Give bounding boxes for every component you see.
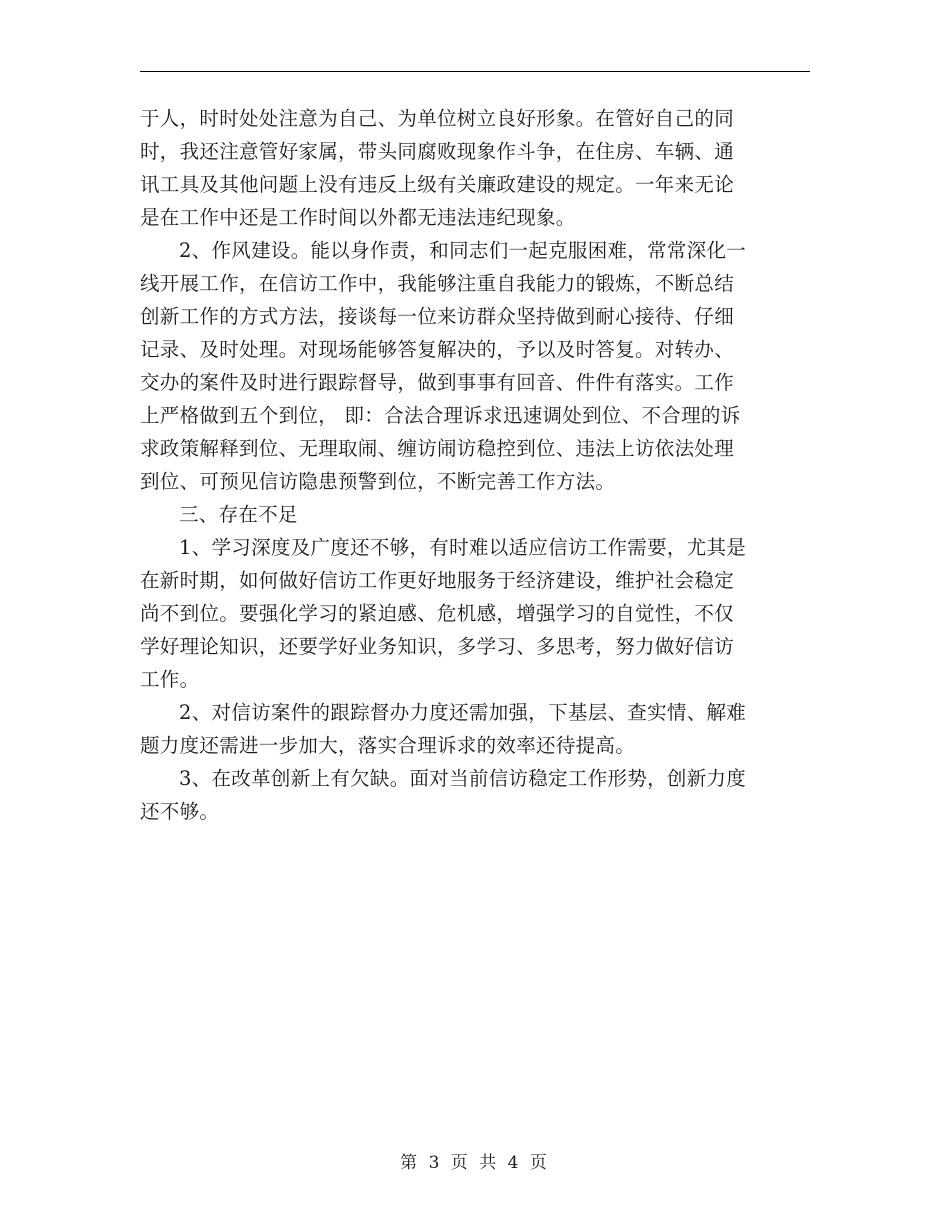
paragraph-shortcoming-2: [140, 696, 810, 762]
text-line: 还不够。: [140, 800, 220, 823]
text-line: 时，我还注意管好家属，带头同腐败现象作斗争，在住房、车辆、通: [140, 140, 735, 163]
paragraph-work-style: [140, 234, 810, 498]
text-line: 2、对信访案件的跟踪督办力度还需加强，下基层、查实情、解难: [179, 701, 747, 724]
section-heading-shortcomings: [140, 498, 810, 531]
text-line: 学好理论知识，还要学好业务知识，多学习、多思考，努力做好信访: [140, 635, 735, 658]
text-line: 三、存在不足: [179, 503, 298, 526]
text-line: 上严格做到五个到位， 即：合法合理诉求迅速调处到位、不合理的诉: [140, 404, 741, 427]
text-line: 在新时期，如何做好信访工作更好地服务于经济建设，维护社会稳定: [140, 569, 735, 592]
text-line: 讯工具及其他问题上没有违反上级有关廉政建设的规定。一年来无论: [140, 173, 735, 196]
text-line: 交办的案件及时进行跟踪督导，做到事事有回音、件件有落实。工作: [140, 371, 735, 394]
document-body: [140, 102, 810, 828]
text-line: 1、学习深度及广度还不够，有时难以适应信访工作需要，尤其是: [179, 536, 747, 559]
text-line: 线开展工作，在信访工作中，我能够注重自我能力的锻炼，不断总结: [140, 272, 735, 295]
header-rule: [140, 71, 810, 72]
page-number-footer: 第 3 页 共 4 页: [400, 1153, 550, 1173]
text-line: 尚不到位。要强化学习的紧迫感、危机感，增强学习的自觉性，不仅: [140, 602, 735, 625]
text-line: 到位、可预见信访隐患预警到位，不断完善工作方法。: [140, 470, 616, 493]
text-line: 工作。: [140, 668, 200, 691]
text-line: 求政策解释到位、无理取闹、缠访闹访稳控到位、违法上访依法处理: [140, 437, 735, 460]
paragraph-shortcoming-1: [140, 531, 810, 696]
text-line: 题力度还需进一步加大，落实合理诉求的效率还待提高。: [140, 734, 636, 757]
text-line: 2、作风建设。能以身作责，和同志们一起克服困难，常常深化一: [179, 239, 747, 262]
text-line: 记录、及时处理。对现场能够答复解决的，予以及时答复。对转办、: [140, 338, 735, 361]
text-line: 3、在改革创新上有欠缺。面对当前信访稳定工作形势，创新力度: [179, 767, 747, 790]
text-line: 创新工作的方式方法，接谈每一位来访群众坚持做到耐心接待、仔细: [140, 305, 735, 328]
paragraph-shortcoming-3: [140, 762, 810, 828]
text-line: 是在工作中还是工作时间以外都无违法违纪现象。: [140, 206, 576, 229]
paragraph-continuation: [140, 102, 810, 234]
text-line: 于人，时时处处注意为自己、为单位树立良好形象。在管好自己的同: [140, 107, 735, 130]
